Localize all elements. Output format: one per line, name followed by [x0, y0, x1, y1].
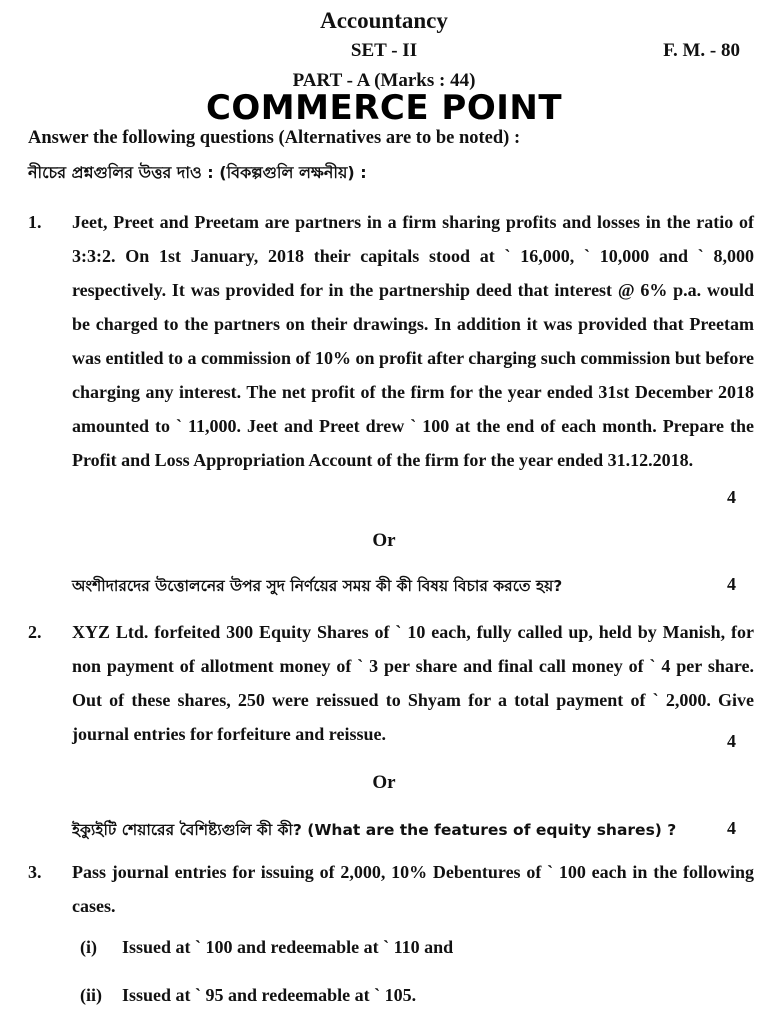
question-1 [28, 205, 754, 477]
instructions-bengali: নীচের প্রশ্নগুলির উত্তর দাও : (বিকল্পগুলি লক্ষনীয়) : [28, 163, 367, 182]
or-divider: Or [372, 772, 396, 793]
question-2-alternative: ইক্যুইটি শেয়ারের বৈশিষ্ট্যগুলি কী কী? (What are the features of equity shares) ? [72, 821, 677, 839]
subpart-text: Issued at ` 100 and redeemable at ` 110 and [122, 937, 454, 957]
subpart-ii [80, 985, 416, 1006]
question-1-marks: 4 [727, 487, 736, 507]
subject-title: Accountancy [320, 8, 448, 33]
full-marks: F. M. - 80 [663, 40, 740, 61]
question-3 [28, 855, 754, 923]
question-number: 2. [28, 622, 42, 642]
question-number: 3. [28, 862, 42, 882]
brand-watermark: COMMERCE POINT [205, 88, 563, 128]
question-text: Jeet, Preet and Preetam are partners in a firm sharing profits and losses in the ratio of 3:3:2. On 1st January, 2018 their capitals stood at ` 16,000, ` 10,000 and ` 8,000 respectively. It was provided for in the partnership deed that interest @ 6% p.a. would be charged to the partners on their drawings. In addition it was provided that Preetam was entitled to a commission of 10% on profit after charging such commission but before charging any interest. The net profit of the firm for the year ended 31st December 2018 amounted to ` 11,000. Jeet and Preet drew ` 100 at the end of each month. Prepare the Profit and Loss Appropriation Account of the firm for the year ended 31.12.2018. [72, 212, 754, 470]
question-1-alternative: অংশীদারদের উত্তোলনের উপর সুদ নির্ণয়ের সময় কী কী বিষয় বিচার করতে হয়? [72, 577, 563, 595]
question-2 [28, 615, 754, 751]
or-divider: Or [372, 530, 396, 551]
subpart-index: (ii) [80, 985, 102, 1005]
subpart-index: (i) [80, 937, 97, 957]
part-label: PART - A (Marks : 44) [292, 70, 476, 91]
question-text: Pass journal entries for issuing of 2,000, 10% Debentures of ` 100 each in the following cases. [72, 862, 754, 916]
question-number: 1. [28, 212, 42, 232]
subpart-i [80, 937, 453, 958]
question-text: XYZ Ltd. forfeited 300 Equity Shares of ` 10 each, fully called up, held by Manish, for non payment of allotment money of ` 3 per share and final call money of ` 4 per share. Out of these shares, 250 were reissued to Shyam for a total payment of ` 2,000. Give journal entries for forfeiture and reissue. [72, 622, 754, 744]
question-1-alternative-marks: 4 [727, 574, 736, 594]
question-2-alternative-marks: 4 [727, 818, 736, 838]
set-label: SET - II [350, 40, 418, 61]
subpart-text: Issued at ` 95 and redeemable at ` 105. [122, 985, 417, 1005]
instructions-english: Answer the following questions (Alternatives are to be noted) : [28, 128, 521, 148]
question-2-marks: 4 [727, 731, 736, 751]
